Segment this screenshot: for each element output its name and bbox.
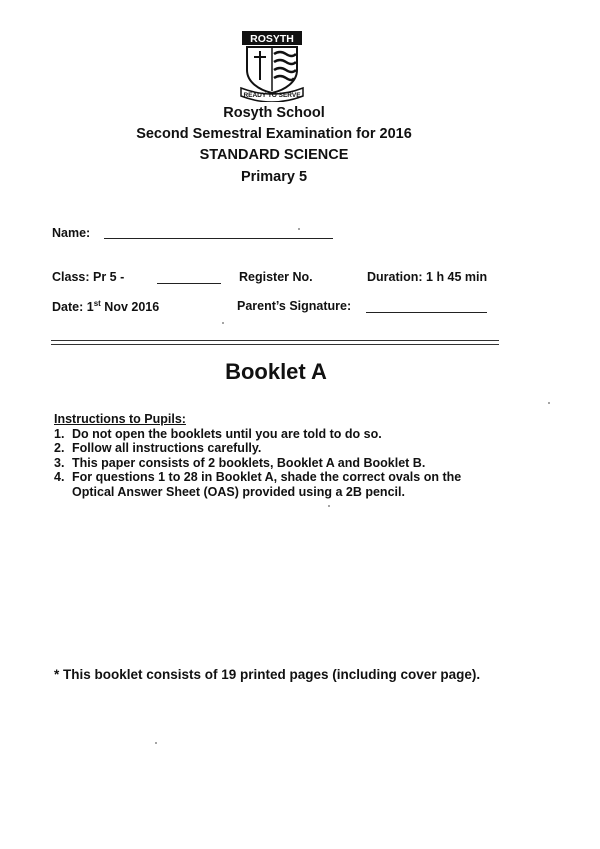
instruction-item [54, 470, 474, 499]
duration-label: Duration: 1 h 45 min [367, 270, 488, 284]
instruction-item [54, 456, 474, 471]
page-count-footnote: * This booklet consists of 19 printed pages (including cover page). [54, 667, 481, 682]
date-label [52, 299, 159, 314]
crest-motto-text: READY TO SERVE [243, 92, 301, 99]
exam-title: Second Semestral Examination for 2016 [136, 126, 412, 142]
school-name: Rosyth School [223, 105, 325, 121]
instruction-number: 3. [54, 455, 65, 470]
instruction-text: This paper consists of 2 booklets, Booklet A and Booklet B. [72, 455, 426, 470]
scan-speck [222, 322, 224, 324]
name-label: Name: [52, 226, 91, 240]
date-suffix-sup: st [93, 299, 101, 308]
crest-banner-text: ROSYTH [250, 33, 294, 45]
scan-speck [548, 402, 550, 404]
booklet-title: Booklet A [225, 359, 327, 384]
section-divider [51, 340, 499, 345]
date-prefix: Date: 1 [52, 300, 94, 315]
scan-speck [328, 505, 330, 507]
instructions-heading: Instructions to Pupils: [54, 412, 186, 426]
signature-field-line[interactable] [366, 312, 487, 313]
scan-speck [155, 742, 157, 744]
name-field-line[interactable] [104, 238, 333, 239]
instructions-block [54, 412, 474, 499]
level-title: Primary 5 [240, 169, 308, 185]
instruction-text: Follow all instructions carefully. [72, 441, 262, 455]
instruction-item [54, 441, 474, 456]
date-suffix: Nov 2016 [100, 300, 160, 315]
instructions-list [54, 427, 474, 500]
instruction-text: For questions 1 to 28 in Booklet A, shade the correct ovals on the Optical Answer Sheet (OAS) provided using a 2B pencil. [72, 470, 462, 499]
instruction-number: 1. [54, 426, 65, 441]
signature-label: Parent’s Signature: [237, 299, 352, 313]
class-label: Class: Pr 5 - [52, 270, 125, 284]
instruction-number: 4. [54, 470, 65, 484]
school-crest-logo [239, 30, 305, 102]
scan-speck [298, 228, 300, 230]
subject-title: STANDARD SCIENCE [199, 147, 349, 163]
class-field-line[interactable] [157, 283, 221, 284]
instruction-item [54, 427, 474, 442]
instruction-text: Do not open the booklets until you are told to do so. [72, 426, 382, 441]
register-label: Register No. [239, 270, 313, 284]
instruction-number: 2. [54, 441, 65, 455]
